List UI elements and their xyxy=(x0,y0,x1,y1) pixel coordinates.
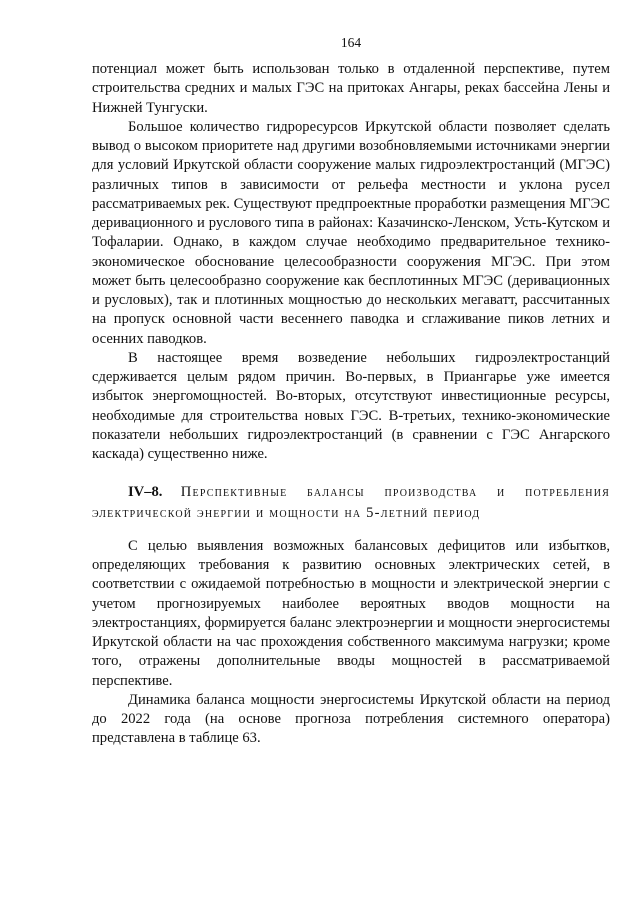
paragraph-balance-purpose: С целью выявления возможных балансовых дефицитов или избытков, определяющих требования к развитию основных электрических сетей, в соответствии с ожидаемой потребностью в мощности и электрической энергии с учетом прогнозируемых наиболее вероятных вводов мощности на электростанциях, формируется баланс электроэнергии и мощности энергосистемы Иркутской области на час прохождения собственного максимума нагрузки; кроме того, отражены дополнительные вводы мощностей в рассматриваемой перспективе. xyxy=(92,537,610,689)
paragraph-hydro-resources: Большое количество гидроресурсов Иркутской области позволяет сделать вывод о высоком приоритете над другими возобновляемыми источниками энергии для условий Иркутской области сооружение малых гидроэлектростанций (МГЭС) различных типов в зависимости от рельефа местности и уклона русел рассматриваемых рек. Существуют предпроектные проработки размещения МГЭС деривационного и руслового типа в районах: Казачинско-Ленском, Усть-Кутском и Тофаларии. Однако, в каждом случае необходимо предварительное технико-экономическое обоснование целесообразности сооружения МГЭС. При этом может быть целесообразно сооружение как бесплотинных МГЭС (деривационных и русловых), так и плотинных мощностью до нескольких мегаватт, рассчитанных на пропуск основной части весеннего паводка и сглаживание пиков летних и осенних паводков. xyxy=(92,118,610,347)
section-number: IV–8. xyxy=(128,484,163,501)
section-title: Перспективные балансы производства и потребления электрической энергии и мощности на 5-летний период xyxy=(92,484,610,521)
page-number: 164 xyxy=(340,35,362,50)
document-page xyxy=(92,34,610,749)
section-heading xyxy=(92,482,610,523)
paragraph-table-reference: Динамика баланса мощности энергосистемы Иркутской области на период до 2022 года (на основе прогноза потребления системного оператора) представлена в таблице 63. xyxy=(92,691,610,747)
paragraph-constraints: В настоящее время возведение небольших гидроэлектростанций сдерживается целым рядом причин. Во-первых, в Приангарье уже имеется избыток энергомощностей. Во-вторых, отсутствуют инвестиционные ресурсы, необходимые для строительства новых ГЭС. В-третьих, технико-экономические показатели небольших гидроэлектростанций (в сравнении с ГЭС Ангарского каскада) существенно ниже. xyxy=(92,349,610,462)
paragraph-continuation: потенциал может быть использован только в отдаленной перспективе, путем строительства средних и малых ГЭС на притоках Ангары, реках бассейна Лены и Нижней Тунгуски. xyxy=(92,61,610,116)
